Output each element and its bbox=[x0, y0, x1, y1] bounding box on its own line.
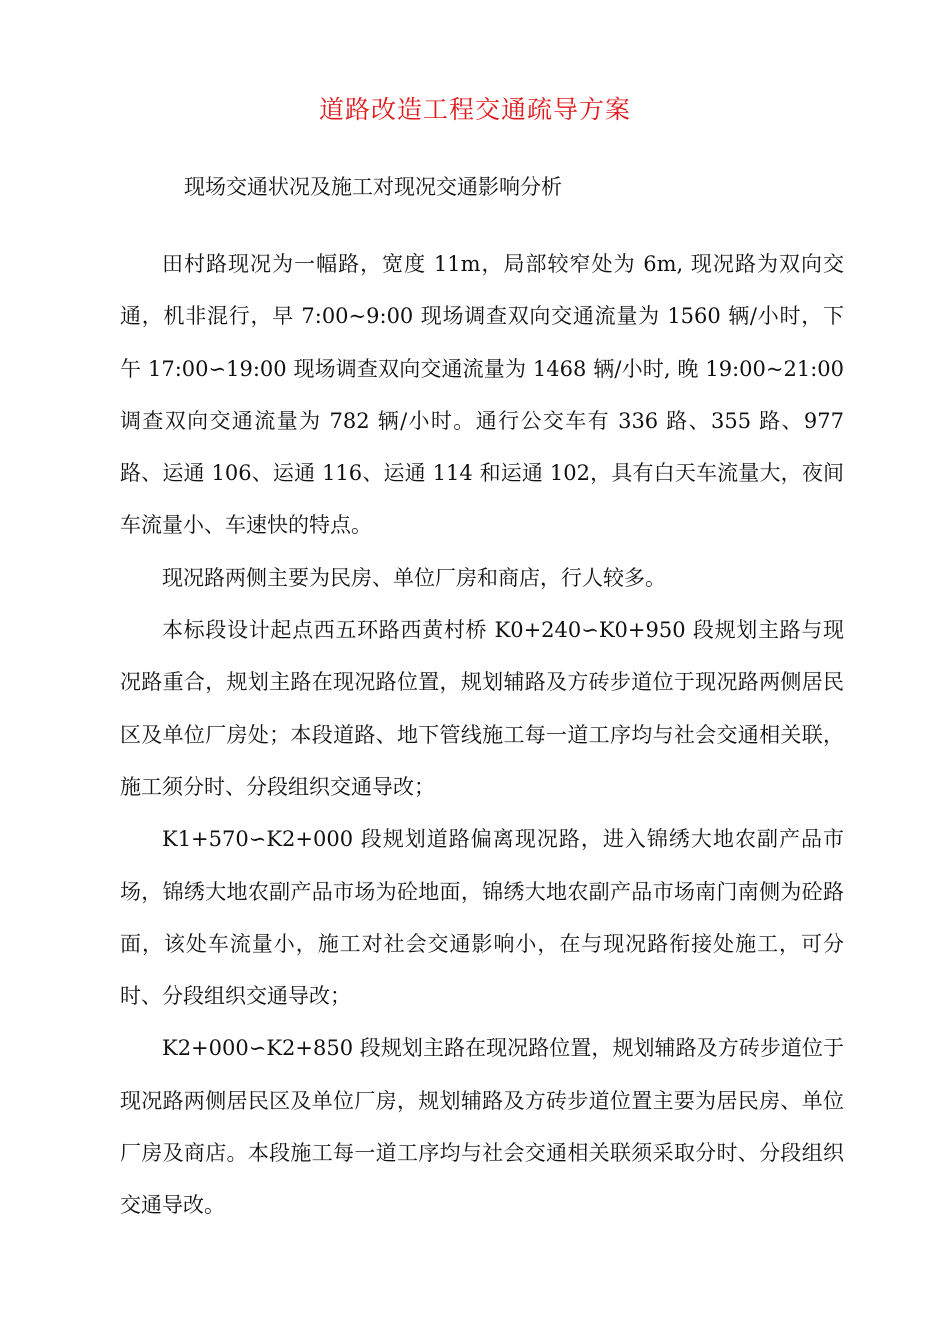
paragraph-section-k2: K2+000∽K2+850 段规划主路在现况路位置，规划辅路及方砖步道位于现况路两侧居民区及单位厂房，规划辅路及方砖步道位置主要为居民房、单位厂房及商店。本段施工每一道工序均与社会交通相关联须采取分时、分段组织交通导改。 bbox=[120, 1036, 844, 1218]
section-subtitle: 现场交通状况及施工对现况交通影响分析 bbox=[184, 175, 562, 199]
document-body bbox=[120, 238, 844, 1232]
paragraph-section-k0: 本标段设计起点西五环路西黄村桥 K0+240∽K0+950 段规划主路与现况路重合，规划主路在现况路位置，规划辅路及方砖步道位于现况路两侧居民区及单位厂房处；本段道路、地下管线施工每一道工序均与社会交通相关联，施工须分时、分段组织交通导改； bbox=[120, 618, 844, 799]
paragraph-section-k1: K1+570∽K2+000 段规划道路偏离现况路，进入锦绣大地农副产品市场，锦绣大地农副产品市场为砼地面，锦绣大地农副产品市场南门南侧为砼路面，该处车流量小，施工对社会交通影响小，在与现况路衔接处施工，可分时、分段组织交通导改； bbox=[120, 827, 844, 1009]
document-title: 道路改造工程交通疏导方案 bbox=[318, 95, 631, 124]
paragraph-traffic-status: 田村路现况为一幅路，宽度 11m，局部较窄处为 6m, 现况路为双向交通，机非混行，早 7:00~9:00 现场调查双向交通流量为 1560 辆/小时，下午 17:00∽19:00 现场调查双向交通流量为 1468 辆/小时, 晚 19:00~21:00 调查双向交通流量为 782 辆/小时。通行公交车有 336 路、355 路、977 路、运通 106、运通 116、运通 114 和运通 102，具有白天车流量大，夜间车流量小、车速快的特点。 bbox=[120, 252, 844, 538]
paragraph-roadside: 现况路两侧主要为民房、单位厂房和商店，行人较多。 bbox=[162, 565, 666, 590]
